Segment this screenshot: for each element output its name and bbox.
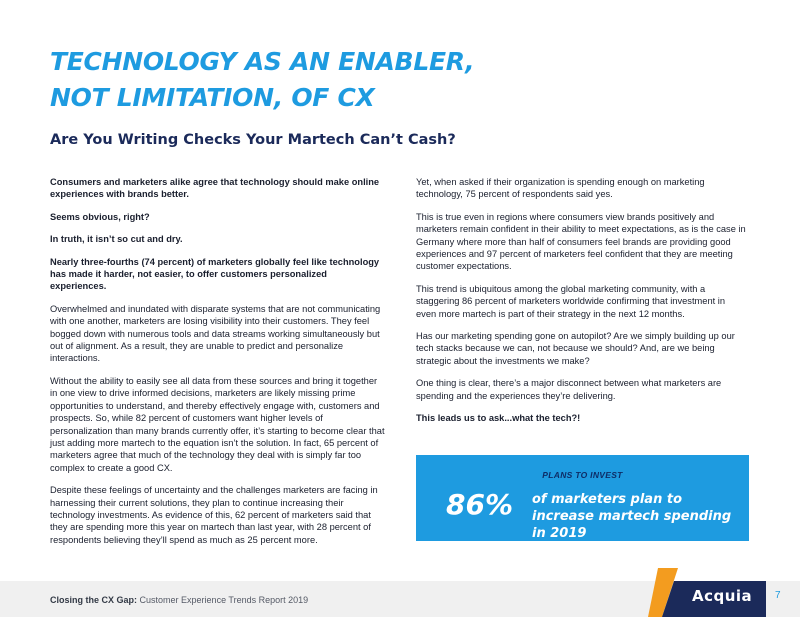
paragraph-overwhelmed: Overwhelmed and inundated with disparate systems that are not communicating with one another, marketers are losing visibility into their customers. They feel bogged down with numerous tools and data streams working simultaneously but out of alignment. As a result, they are unable to predict and personalize interactions. [50,303,381,364]
stat-callout-box [416,455,749,541]
paragraph-despite: Despite these feelings of uncertainty and the challenges marketers are facing in harnessing their current solutions, they plan to continue increasing their technology investments. As evidence of this, 62 percent of marketers said that they are spending more this year on martech than last year, with 28 percent of respondents believing they’ll spend as much as 25 percent more. [50,485,378,545]
paragraph-germany: This is true even in regions where consumers view brands positively and marketers remain confident in their ability to meet expectations, as is the case in Germany where more than half of consumers feel brands are providing good experiences and 97 percent of marketers feel confident that they are meeting customer expectations. [416,211,746,272]
headline-line-1: TECHNOLOGY AS AN ENABLER, [50,47,475,76]
paragraph-spending-enough: Yet, when asked if their organization is spending enough on marketing technology, 75 percent of respondents said yes. [416,177,705,200]
headline-line-2: NOT LIMITATION, OF CX [50,83,375,112]
acquia-logo [648,568,766,617]
paragraph-intro: Consumers and marketers alike agree that technology should make online experiences with brands better. [50,177,380,200]
headline [50,44,474,116]
footer-report-title-bold: Closing the CX Gap: [50,595,138,605]
paragraph-autopilot: Has our marketing spending gone on autopilot? Are we simply building up our tech stacks because we can, not because we should? And, are we being strategic about the investments we make? [416,331,735,366]
callout-stat: 86% [446,488,514,521]
paragraph-what-the-tech: This leads us to ask...what the tech?! [416,413,581,424]
footer-report-title [50,595,308,605]
footer-report-title-rest: Customer Experience Trends Report 2019 [139,595,309,605]
paragraph-obvious: Seems obvious, right? [50,211,150,222]
paragraph-without-ability: Without the ability to easily see all data from these sources and bring it together in one view to drive informed decisions, marketers are likely missing prime opportunities to understand, and thereby effectively engage with, customers and prospects. So, while 82 percent of customers want higher levels of personalization than many brands currently offer, it’s starting to become clear that just adding more martech to the equation isn’t the solution. In fact, 65 percent of marketers agree that much of the technology they deal with is simply far too complex to create a good CX. [50,375,385,473]
logo-wordmark: Acquia [692,587,753,605]
right-column [416,176,746,435]
left-column [50,176,385,556]
callout-label: PLANS TO INVEST [542,470,623,480]
section-subheading: Are You Writing Checks Your Martech Can’t Cash? [50,132,456,148]
paragraph-three-fourths: Nearly three-fourths (74 percent) of marketers globally feel like technology has made it harder, not easier, to offer customers personalized experiences. [50,256,380,292]
paragraph-trend: This trend is ubiquitous among the global marketing community, with a staggering 86 percent of marketers worldwide confirming that investment in even more martech is part of their strategy in the next 12 months. [416,283,726,319]
page-number: 7 [775,590,781,601]
callout-text: of marketers plan to increase martech spending in 2019 [532,492,732,541]
paragraph-truth: In truth, it isn’t so cut and dry. [50,234,183,245]
paragraph-disconnect: One thing is clear, there’s a major disconnect between what marketers are spending and the experiences they’re delivering. [416,378,722,401]
